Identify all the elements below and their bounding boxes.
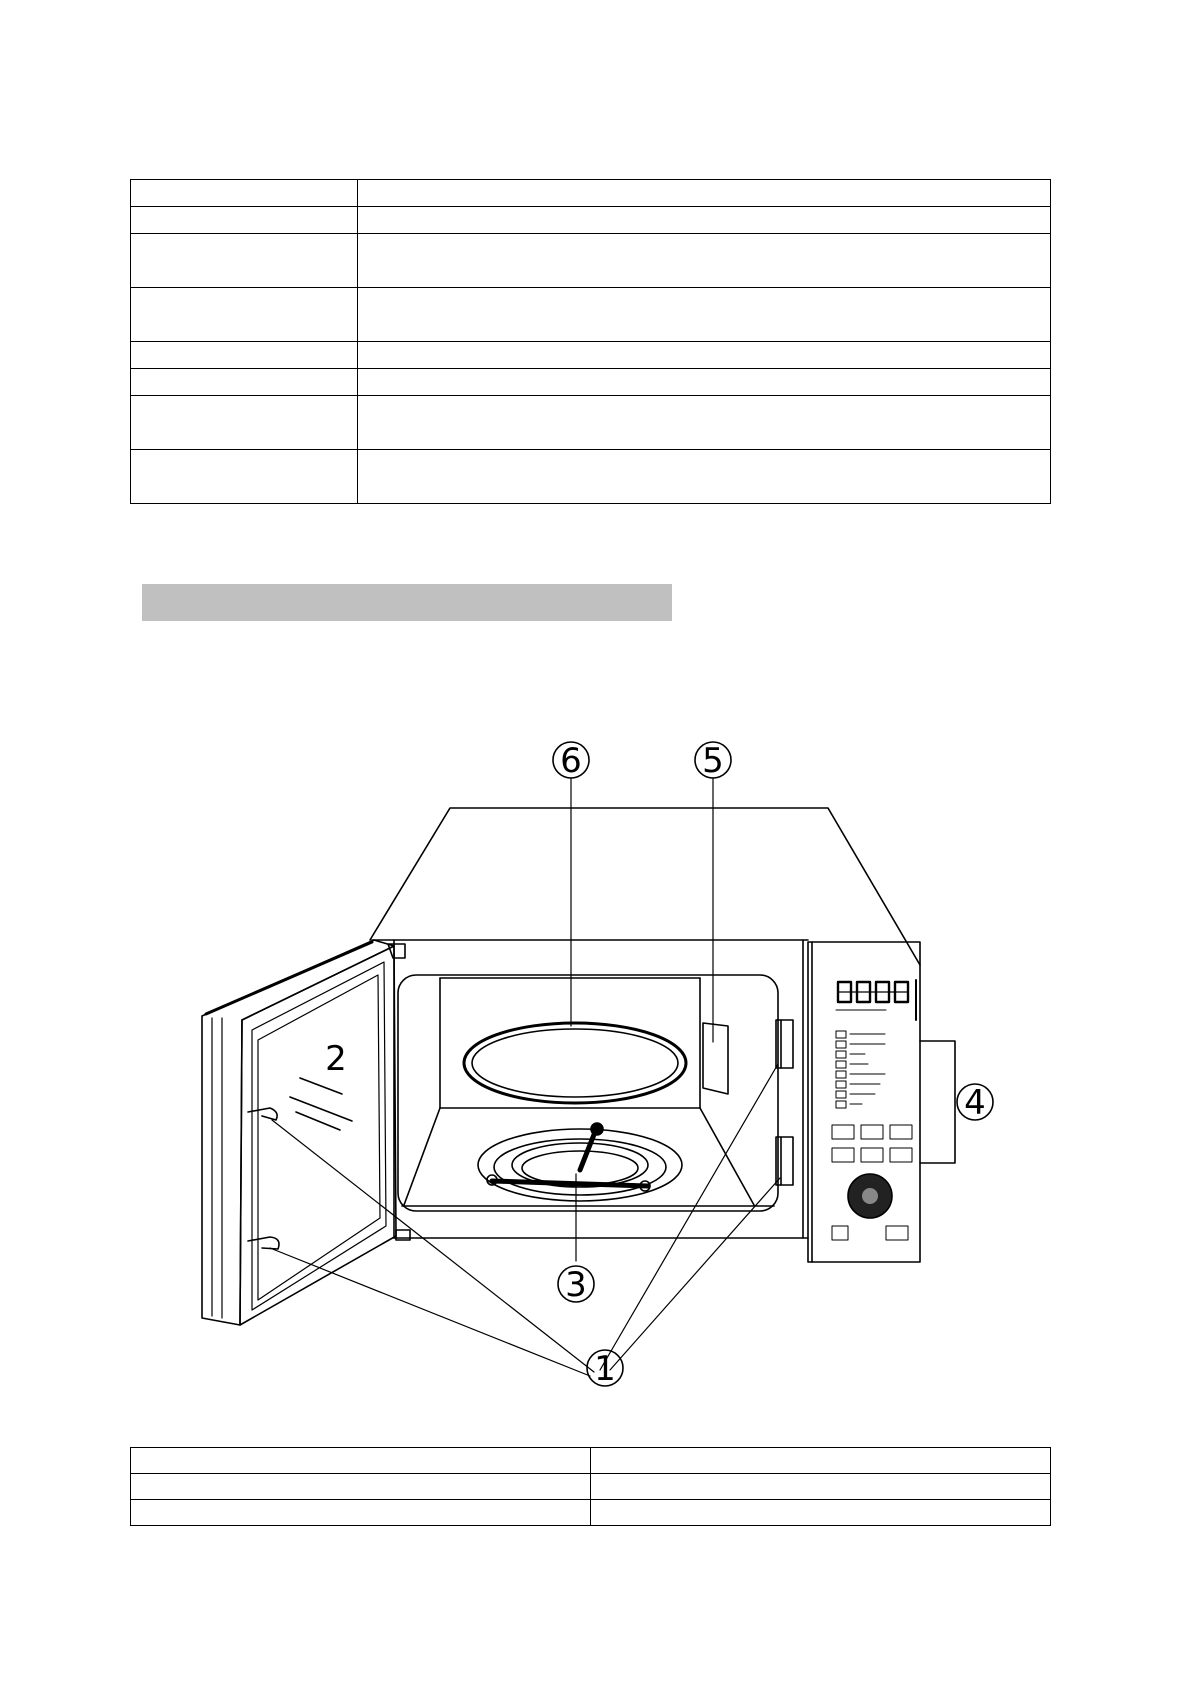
parts-cell-right	[591, 1448, 1051, 1474]
glass-tray	[464, 1023, 686, 1103]
parts-table	[130, 1447, 1051, 1526]
door-latch-lower	[248, 1237, 279, 1249]
callout-label-1: 1	[594, 1349, 616, 1389]
control-panel	[808, 942, 920, 1262]
menu-program-list	[836, 1031, 885, 1108]
display-digits	[838, 982, 908, 1002]
callout-label-5: 5	[702, 741, 724, 781]
parts-cell-right	[591, 1474, 1051, 1500]
callout-4-bracket	[920, 1041, 955, 1163]
parts-cell-left	[131, 1500, 591, 1526]
waveguide-cover	[703, 1023, 728, 1094]
callout-label-4: 4	[964, 1083, 986, 1123]
callout-label-2: 2	[325, 1039, 347, 1079]
parts-cell-right	[591, 1500, 1051, 1526]
control-dial	[848, 1174, 892, 1218]
parts-row	[131, 1500, 1051, 1526]
callout-label-6: 6	[560, 741, 582, 781]
control-buttons	[832, 1125, 912, 1162]
oven-door	[202, 940, 396, 1325]
turntable-support	[478, 1123, 682, 1201]
parts-row	[131, 1474, 1051, 1500]
oven-front-frame	[394, 940, 808, 1238]
parts-cell-left	[131, 1448, 591, 1474]
callout-label-3: 3	[565, 1265, 587, 1305]
parts-row	[131, 1448, 1051, 1474]
callout-markers	[325, 741, 993, 1389]
parts-cell-left	[131, 1474, 591, 1500]
